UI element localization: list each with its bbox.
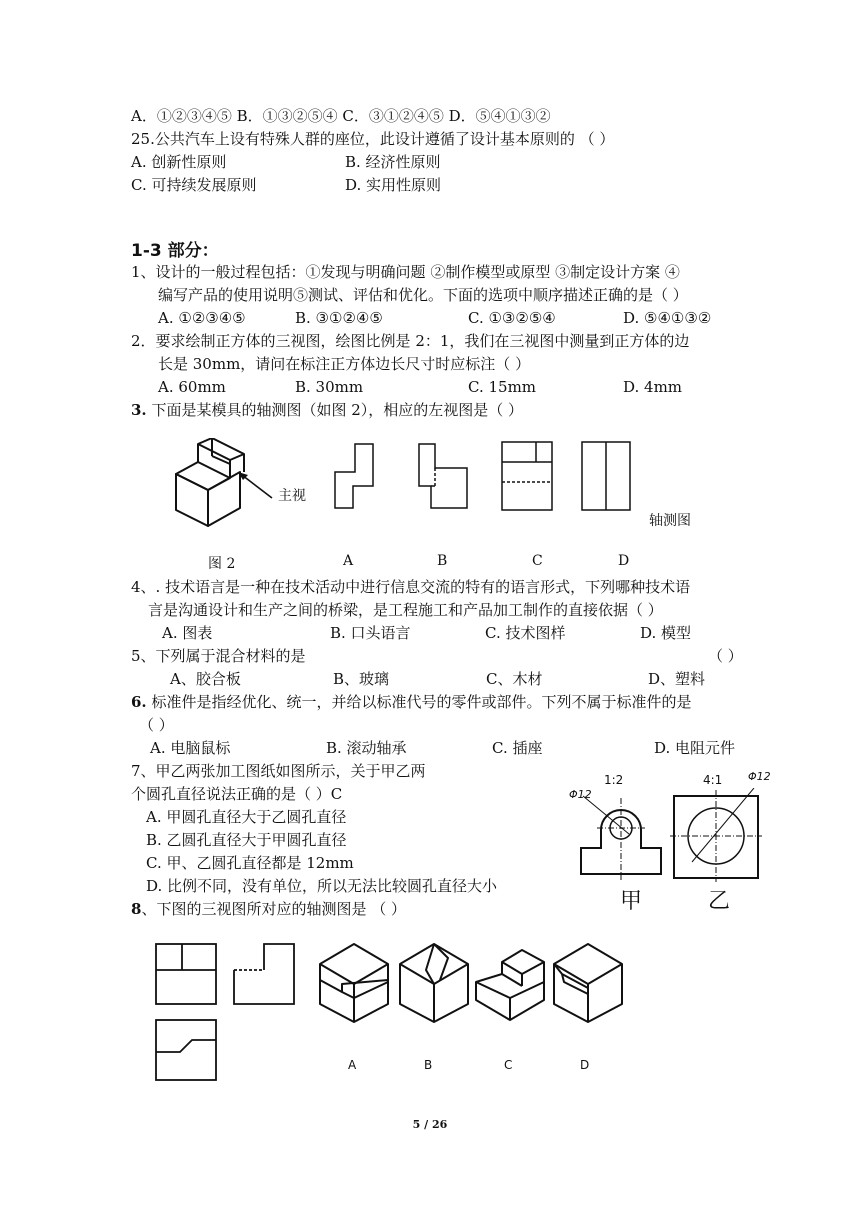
q6-line1: 6. 标准件是指经优化、统一，并给以标准代号的零件或部件。下列不属于标准件的是 [131,693,692,711]
q4-option-d: D. 模型 [640,624,692,642]
q4-option-b: B. 口头语言 [330,624,411,642]
q8-option-d-figure [550,940,626,1024]
q25-option-a: A. 创新性原则 [131,153,227,171]
q8-stem: 8、下图的三视图所对应的轴测图是 （ ） [131,900,406,918]
q5-option-d: D、塑料 [648,670,706,688]
q7-option-b: B. 乙圆孔直径大于甲圆孔直径 [146,831,347,849]
q3-label-c: C [532,553,543,569]
q1-option-d: D. ⑤④①③② [623,309,712,327]
q25-stem: 25.公共汽车上设有特殊人群的座位，此设计遵循了设计基本原则的 （ ） [131,130,615,148]
q25-option-c: C. 可持续发展原则 [131,176,257,194]
q8-label-a: A [348,1058,357,1072]
q7-label-jia: 甲 [620,889,643,914]
q7-scale-jia: 1:2 [604,773,624,787]
q1-option-c: C. ①③②⑤④ [468,309,556,327]
q3-label-d: D [618,553,630,569]
q8-label-c: C [504,1058,513,1072]
q2-option-b: B. 30mm [295,378,364,396]
q3-axis-label: 轴测图 [649,513,691,529]
q2-option-c: C. 15mm [468,378,537,396]
q4-line1: 4、. 技术语言是一种在技术活动中进行信息交流的特有的语言形式，下列哪种技术语 [131,578,691,596]
q6-option-c: C. 插座 [492,739,543,757]
q4-line2: 言是沟通设计和生产之间的桥梁，是工程施工和产品加工制作的直接依据（ ） [148,601,663,619]
q6-option-d: D. 电阻元件 [654,739,736,757]
q3-option-c-figure [500,440,554,512]
q1-option-a: A. ①②③④⑤ [158,309,246,327]
q8-three-view-figure [152,940,300,1085]
q5-option-a: A、胶合板 [170,670,241,688]
q2-option-d: D. 4mm [623,378,683,396]
q7-option-a: A. 甲圆孔直径大于乙圆孔直径 [146,808,347,826]
q7-option-d: D. 比例不同，没有单位，所以无法比较圆孔直径大小 [146,877,498,895]
q7-scale-yi: 4:1 [703,773,723,787]
q3-label-a: A [343,553,354,569]
q1-option-b: B. ③①②④⑤ [295,309,383,327]
q5-option-b: B、玻璃 [333,670,390,688]
q24-options: A．①②③④⑤ B．①③②⑤④ C．③①②④⑤ D．⑤④①③② [131,107,551,125]
q8-option-c-figure [472,940,548,1024]
q3-front-view-label: 主视 [278,488,306,504]
q3-option-b-figure [417,442,469,510]
page-number: 5 / 26 [412,1118,448,1131]
q1-line1: 1、设计的一般过程包括：①发现与明确问题 ②制作模型或原型 ③制定设计方案 ④ [131,263,680,281]
q7-drawing-yi [668,788,764,884]
q7-diameter-yi: Φ12 [748,770,771,783]
q3-option-a-figure [333,442,375,510]
q8-option-b-figure [396,940,472,1024]
q6-option-b: B. 滚动轴承 [326,739,407,757]
q8-option-a-figure [316,940,392,1024]
q25-option-d: D. 实用性原则 [345,176,442,194]
q2-line2: 长是 30mm，请问在标注正方体边长尺寸时应标注（ ） [158,355,531,373]
q5-stem: 5、下列属于混合材料的是 [131,647,306,665]
q6-option-a: A. 电脑鼠标 [150,739,231,757]
q7-option-c: C. 甲、乙圆孔直径都是 12mm [146,854,354,872]
q7-label-yi: 乙 [708,889,731,914]
q4-option-a: A. 图表 [162,624,213,642]
q3-option-d-figure [580,440,632,512]
q1-line2: 编写产品的使用说明⑤测试、评估和优化。下面的选项中顺序描述正确的是（ ） [158,286,688,304]
q3-label-b: B [437,553,448,569]
q5-paren: （ ） [708,647,743,665]
q4-option-c: C. 技术图样 [485,624,566,642]
arrow-icon [236,470,276,502]
q2-option-a: A. 60mm [158,378,226,396]
q3-stem: 3. 下面是某模具的轴测图（如图 2），相应的左视图是（ ） [131,401,524,419]
q7-diameter-jia: Φ12 [569,788,592,801]
q3-figure-label: 图 2 [208,556,236,572]
section-title: 1-3 部分： [131,241,219,261]
q7-line1: 7、甲乙两张加工图纸如图所示，关于甲乙两 [131,762,426,780]
q7-line2: 个圆孔直径说法正确的是（ ）C [131,785,343,803]
q2-line1: 2．要求绘制正方体的三视图，绘图比例是 2：1，我们在三视图中测量到正方体的边 [131,332,690,350]
q7-drawing-jia [575,790,667,882]
q6-line2: （ ） [139,716,174,734]
q5-option-c: C、木材 [486,670,543,688]
q25-option-b: B. 经济性原则 [345,153,441,171]
q8-label-d: D [580,1058,590,1072]
q8-label-b: B [424,1058,433,1072]
